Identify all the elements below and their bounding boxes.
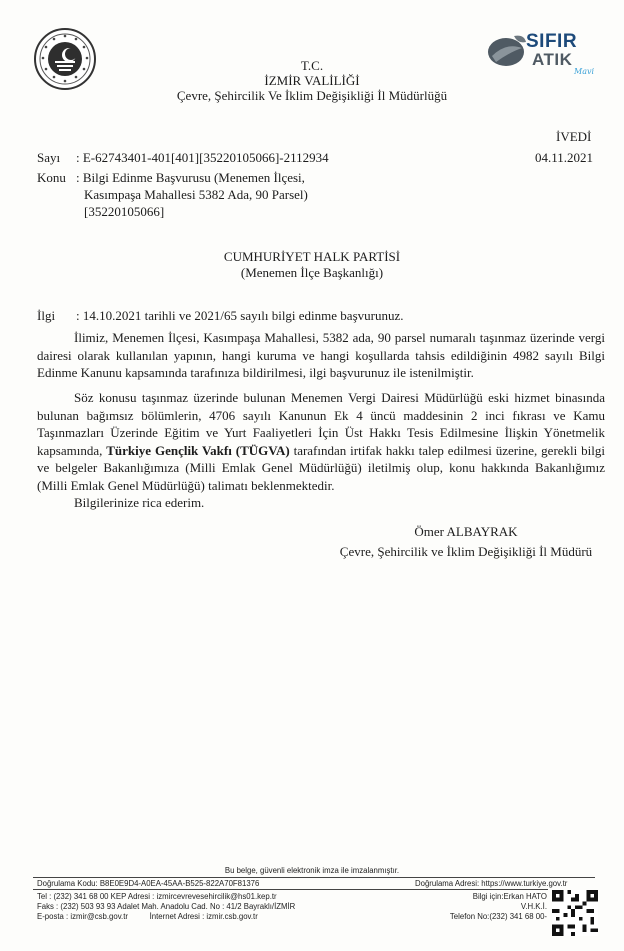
footer-rule-top	[33, 877, 595, 878]
verify-code: Doğrulama Kodu: B8E0E9D4-A0EA-45AA-B525-822A70F81376	[37, 879, 260, 888]
logo-word-mavi: Mavi	[574, 67, 595, 76]
konu-label: Konu	[37, 170, 66, 185]
ilgi-label: İlgi	[37, 308, 56, 323]
konu-line-1: : Bilgi Edinme Başvurusu (Menemen İlçesi,	[76, 170, 305, 185]
footer-rule-bottom	[33, 889, 548, 890]
verify-address: Doğrulama Adresi: https://www.turkiye.gov.tr	[415, 879, 568, 888]
konu-line-2: Kasımpaşa Mahallesi 5382 Ada, 90 Parsel)	[84, 187, 308, 202]
footer-faks-address: Faks : (232) 503 93 93 Adalet Mah. Anadolu Cad. No : 41/2 Bayraklı/İZMİR	[37, 902, 296, 911]
header-tc: T.C.	[300, 58, 324, 73]
contact-title: V.H.K.İ.	[520, 902, 547, 911]
body-paragraph-2: Söz konusu taşınmaz üzerinde bulunan Menemen Vergi Dairesi Müdürlüğü eski hizmet binasında bulunan bağımsız bölümlerin, 4706 sayılı Kanunun Ek 4 üncü maddesinin 2 inci fıkrası ve Kamu Taşınmazları Üzerinde Eğitim ve Yurt Faaliyetleri İçin Üst Hakkı Tesis Edilmesine İlişkin Yönetmelik kapsamında, Türkiye Gençlik Vakfı (TÜGVA) tarafından irtifak hakkı talep edilmesi üzerine, gerekli bilgi ve belgeler Bakanlığımıza (Milli Emlak Genel Müdürlüğü) iletilmiş olup, konu hakkında Bakanlığımız (Milli Emlak Genel Müdürlüğü) talimatı beklenmektedir.	[37, 390, 606, 493]
contact-phone: Telefon No:(232) 341 68 00-	[449, 912, 547, 921]
sayi-label: Sayı	[37, 150, 61, 165]
signature-name: Ömer ALBAYRAK	[414, 524, 518, 539]
priority-label: İVEDİ	[556, 129, 592, 144]
logo-word-atik: ATIK	[532, 50, 573, 69]
header-valilik: İZMİR VALİLİĞİ	[264, 73, 360, 88]
logo-word-sifir: SIFIR	[526, 31, 578, 52]
esign-note: Bu belge, güvenli elektronik imza ile imzalanmıştır.	[224, 866, 400, 875]
body-paragraph-1: İlimiz, Menemen İlçesi, Kasımpaşa Mahallesi, 5382 ada, 90 parsel numaralı taşınmaz üzerinde vergi dairesi olarak kullanılan yapının, hangi kuruma ve hangi koşullarda tahsis edildiğinin 4982 sayılı Bilgi Edinme Kanunu kapsamında tarafınıza bildirilmesi, ilgi başvurunuz ile istenilmiştir.	[37, 330, 605, 381]
recipient-unit: (Menemen İlçe Başkanlığı)	[240, 265, 384, 280]
signature-block	[318, 522, 614, 562]
recipient-name: CUMHURİYET HALK PARTİSİ	[223, 249, 401, 264]
ilgi-value: : 14.10.2021 tarihli ve 2021/65 sayılı bilgi edinme başvurunuz.	[76, 308, 404, 323]
konu-line-3: [35220105066]	[84, 204, 165, 219]
qr-code-icon	[551, 890, 599, 936]
body-closing: Bilgilerinize rica ederim.	[74, 495, 205, 510]
document-date: 04.11.2021	[535, 150, 594, 165]
tugva-name: Türkiye Gençlik Vakfı (TÜGVA)	[106, 442, 290, 458]
sayi-value: : E-62743401-401[401][35220105066]-2112934	[76, 150, 329, 165]
footer-email-web: E-posta : izmir@csb.gov.tr İnternet Adresi : izmir.csb.gov.tr	[37, 912, 258, 921]
header-directorate: Çevre, Şehircilik Ve İklim Değişikliği İl Müdürlüğü	[176, 88, 448, 103]
signature-title: Çevre, Şehircilik ve İklim Değişikliği İl Müdürü	[339, 544, 593, 559]
footer-tel-kep: Tel : (232) 341 68 00 KEP Adresi : izmircevrevesehircilik@hs01.kep.tr	[37, 892, 277, 901]
contact-person: Bilgi için:Erkan HATO	[472, 892, 547, 901]
